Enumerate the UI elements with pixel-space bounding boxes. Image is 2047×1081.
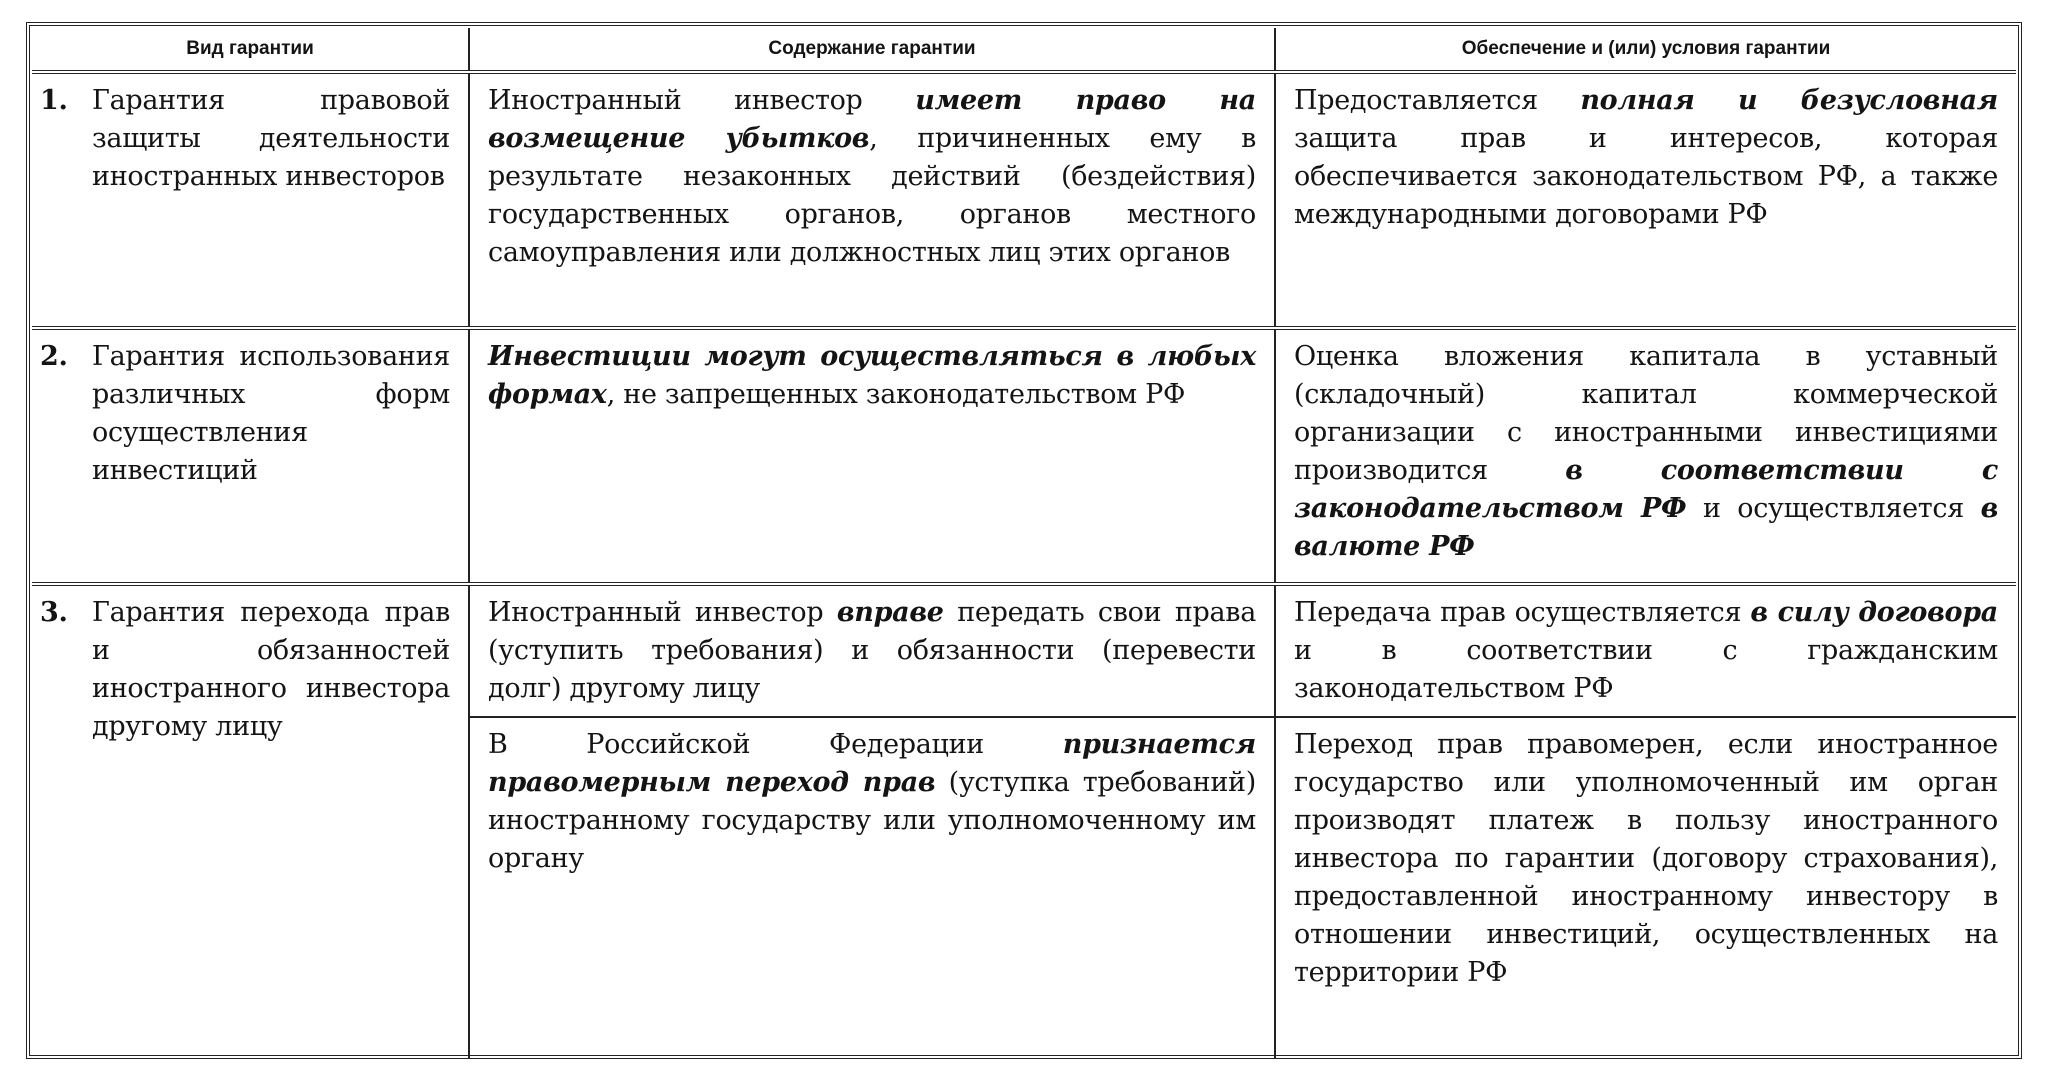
cell-content (469, 72, 1275, 328)
text-segment: передать свои права (уступить требования) и обязанности (перевести долг) другому лицу (488, 597, 1256, 704)
cell-kind (32, 328, 469, 584)
text-segment: Предоставляется (1294, 85, 1581, 116)
emphasis-text: полная и безусловная (1580, 85, 1998, 116)
cell-conditions (1275, 72, 2016, 328)
text-segment: Оценка вложения капитала в уставный (складочный) капитал коммерческой организации с иностранными инвестициями производится (1294, 341, 1998, 486)
cell-kind (32, 72, 469, 328)
cell-content (469, 328, 1275, 584)
emphasis-text: признается правомерным переход прав (488, 729, 1256, 798)
cell-conditions (1275, 584, 2016, 717)
table-row (32, 72, 2016, 328)
header-content: Содержание гарантии (469, 28, 1275, 72)
kind-label: Гарантия перехода прав и обязанностей иностранного инвестора другому лицу (92, 597, 450, 742)
row-number: 3. (40, 597, 68, 628)
row-number: 1. (40, 85, 68, 116)
emphasis-text: в валюте РФ (1294, 493, 1998, 562)
kind-label: Гарантия использования различных форм осуществления инвестиций (92, 341, 450, 486)
text-segment: и осуществляется (1686, 493, 1981, 524)
cell-content (469, 717, 1275, 1058)
text-segment: В Российской Федерации (488, 729, 1063, 760)
header-kind: Вид гарантии (32, 28, 469, 72)
text-segment: Передача прав осуществляется (1294, 597, 1751, 628)
text-segment: защита прав и интересов, которая обеспечивается законодательством РФ, а также международными договорами РФ (1294, 123, 1998, 230)
text-segment: Иностранный инвестор (488, 597, 837, 628)
cell-conditions (1275, 328, 2016, 584)
guarantees-table (32, 28, 2016, 1058)
table-header-row (32, 28, 2016, 72)
header-conditions: Обеспечение и (или) условия гарантии (1275, 28, 2016, 72)
table-row (32, 584, 2016, 717)
text-segment: и в соответствии с гражданским законодательством РФ (1294, 635, 1998, 704)
cell-content (469, 584, 1275, 717)
text-segment: , причиненных ему в результате незаконных действий (бездействия) государственных органов, органов местного самоуправления или должностных лиц этих органов (488, 123, 1257, 268)
text-segment: Иностранный инвестор (488, 85, 916, 116)
emphasis-text: вправе (836, 597, 944, 628)
emphasis-text: Инвестиции могут осуществляться в любых формах (488, 341, 1256, 410)
kind-label: Гарантия правовой защиты деятельности иностранных инвесторов (92, 85, 450, 192)
text-segment: Переход прав правомерен, если иностранное государство или уполномоченный им орган производят платеж в пользу иностранного инвестора по гарантии (договору страхования), предоставленной иностранному инвестору в отношении инвестиций, осуществленных на территории РФ (1294, 729, 1998, 988)
text-segment: (уступка требований) иностранному государству или уполномоченному им органу (488, 767, 1256, 874)
row-number: 2. (40, 341, 68, 372)
cell-kind (32, 584, 469, 1058)
emphasis-text: имеет право на возмещение убытков (488, 85, 1256, 154)
emphasis-text: в силу договора (1750, 597, 1998, 628)
emphasis-text: в соответствии с законодательством РФ (1294, 455, 1999, 524)
table-row (32, 328, 2016, 584)
text-segment: , не запрещенных законодательством РФ (606, 379, 1186, 410)
cell-conditions (1275, 717, 2016, 1058)
